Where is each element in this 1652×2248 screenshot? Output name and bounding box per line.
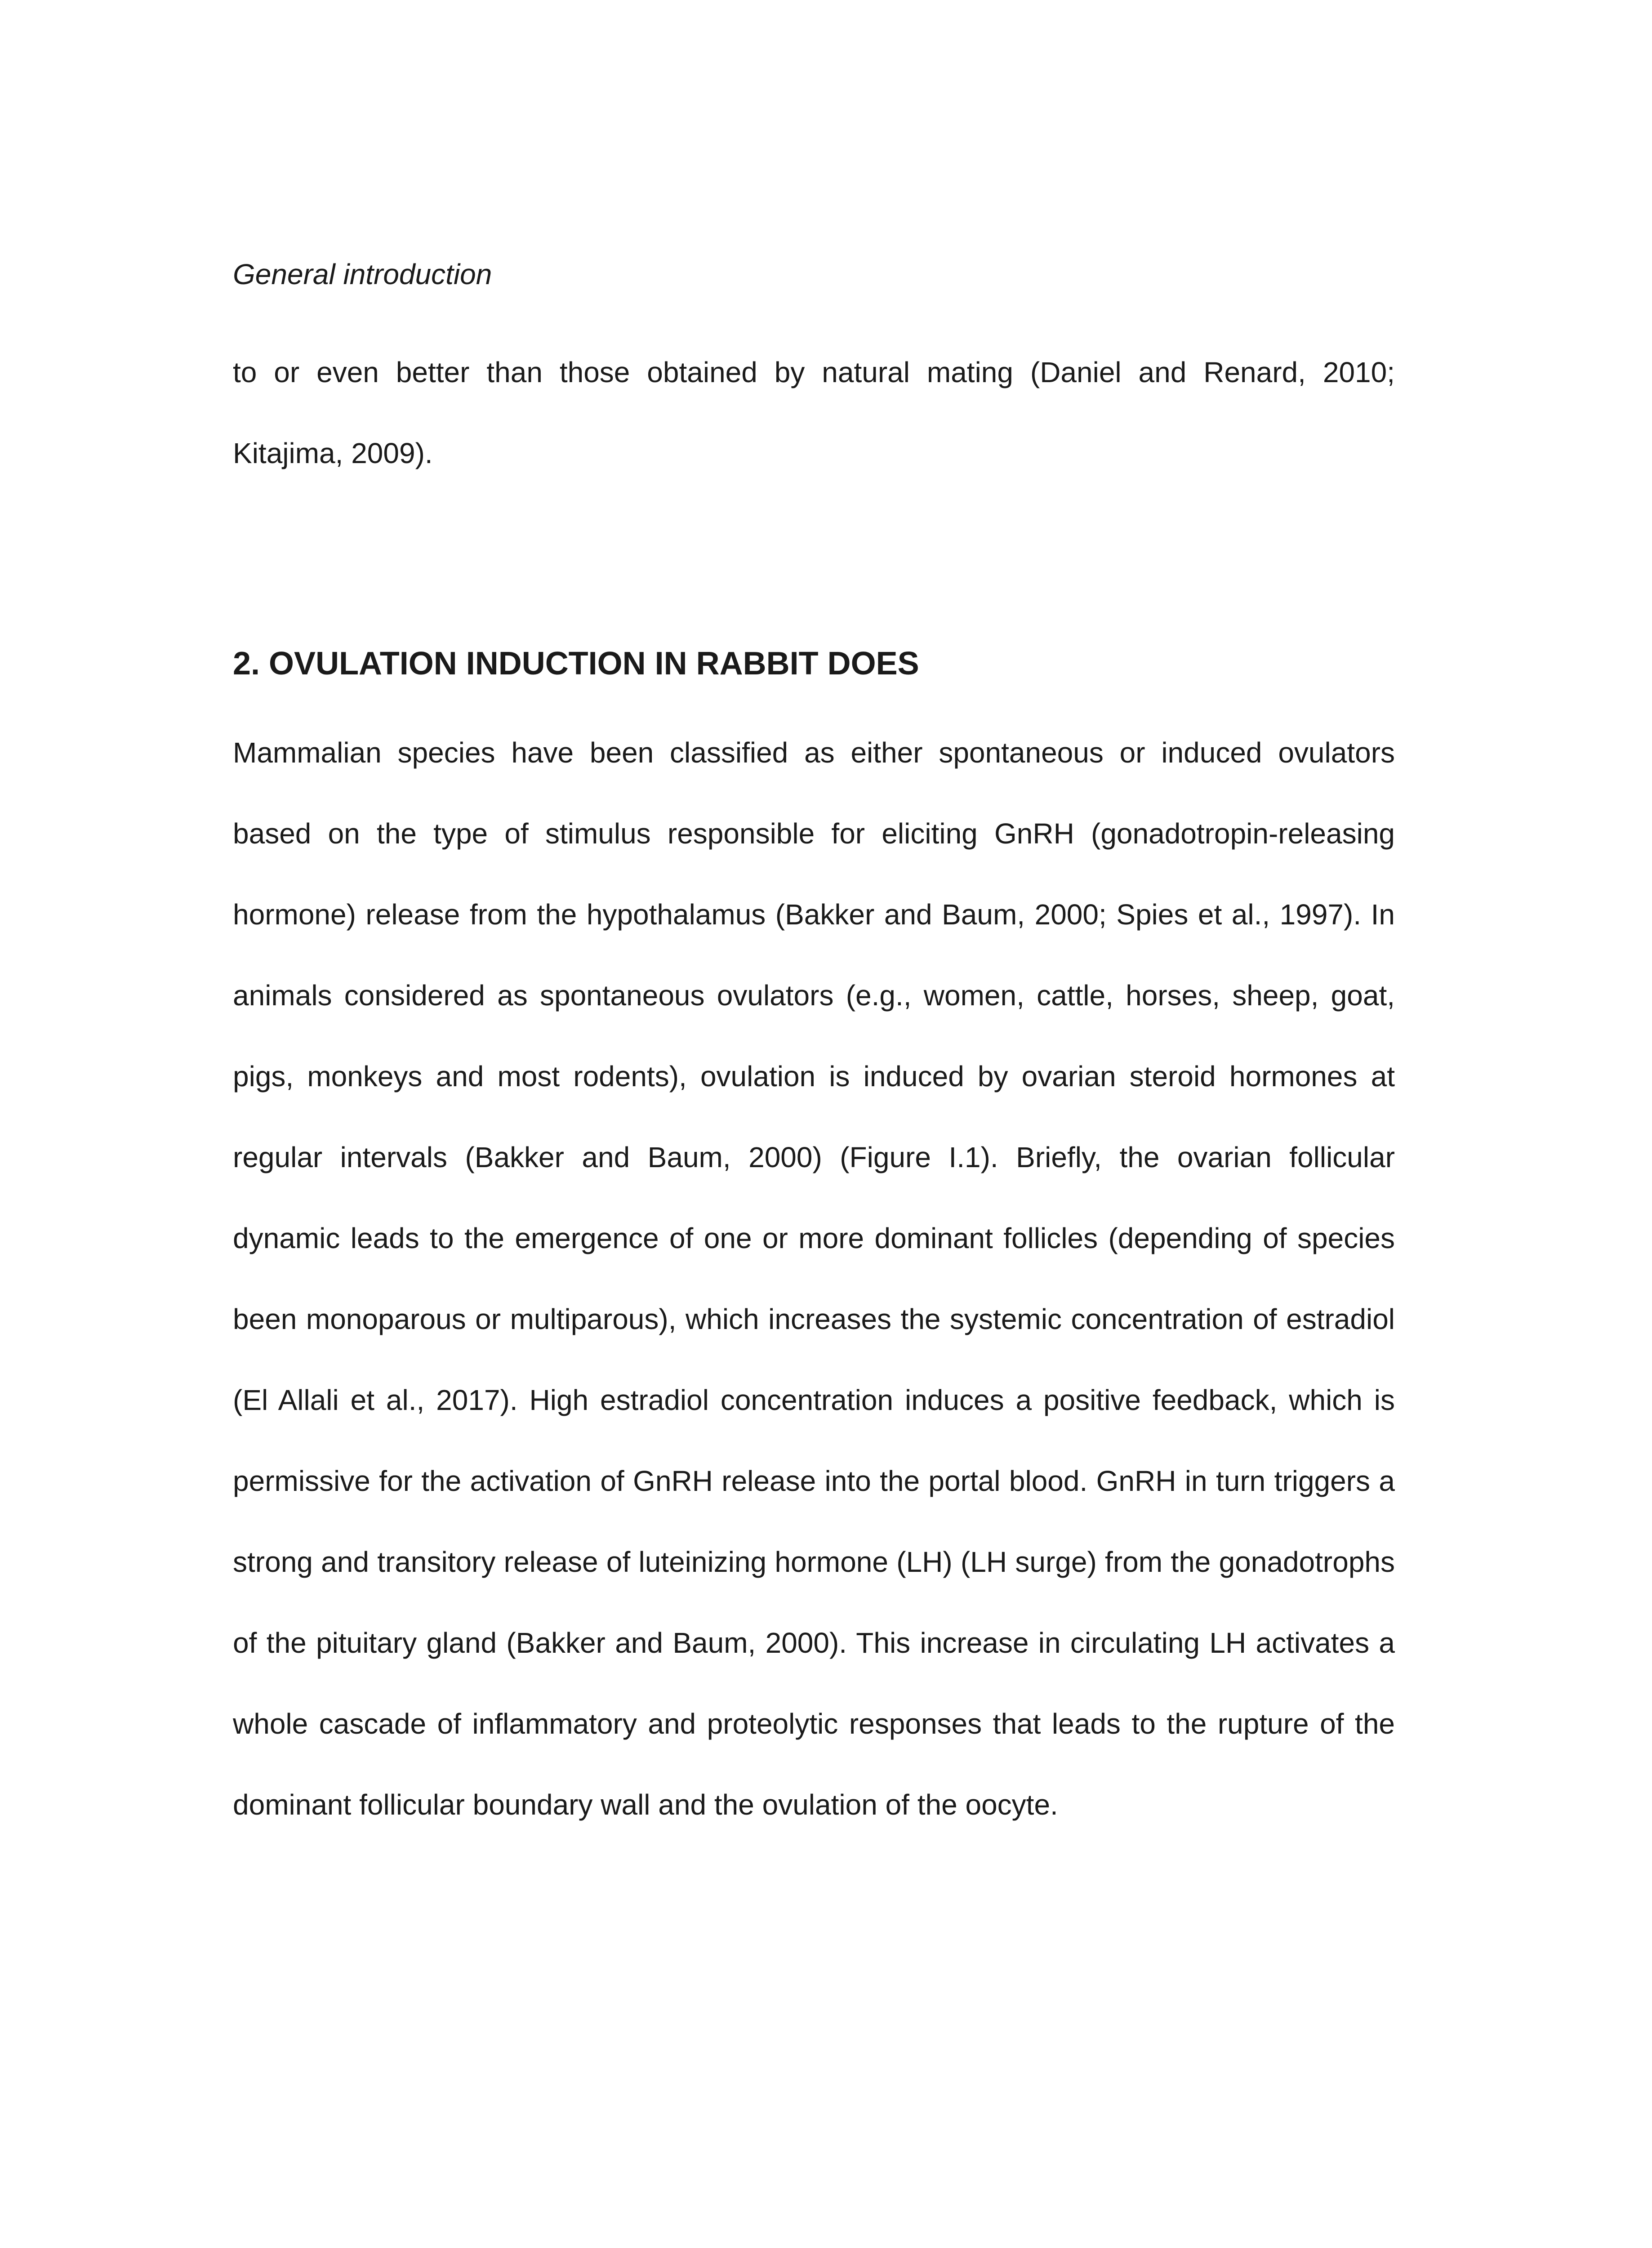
section-paragraph: Mammalian species have been classified as either spontaneous or induced ovulators based on the type of stimulus responsible for eliciting GnRH (gonadotropin-releasing hormone) release from the hypothalamus (Bakker and Baum, 2000; Spies et al., 1997). In animals considered as spontaneous ovulators (e.g., women, cattle, horses, sheep, goat, pigs, monkeys and most rodents), ovulation is induced by ovarian steroid hormones at regular intervals (Bakker and Baum, 2000) (Figure I.1). Briefly, the ovarian follicular dynamic leads to the emergence of one or more dominant follicles (depending of species been monoparous or multiparous), which increases the systemic concentration of estradiol (El Allali et al., 2017). High estradiol concentration induces a positive feedback, which is permissive for the activation of GnRH release into the portal blood. GnRH in turn triggers a strong and transitory release of luteinizing hormone (LH) (LH surge) from the gonadotrophs of the pituitary gland (Bakker and Baum, 2000). This increase in circulating LH activates a whole cascade of inflammatory and proteolytic responses that leads to the rupture of the dominant follicular boundary wall and the ovulation of the oocyte.	[233, 736, 1395, 1821]
page-content	[233, 252, 1395, 1845]
running-header: General introduction	[233, 258, 492, 290]
section-heading: 2. OVULATION INDUCTION IN RABBIT DOES	[233, 646, 919, 682]
continued-paragraph: to or even better than those obtained by natural mating (Daniel and Renard, 2010; Kitajima, 2009).	[233, 356, 1395, 469]
